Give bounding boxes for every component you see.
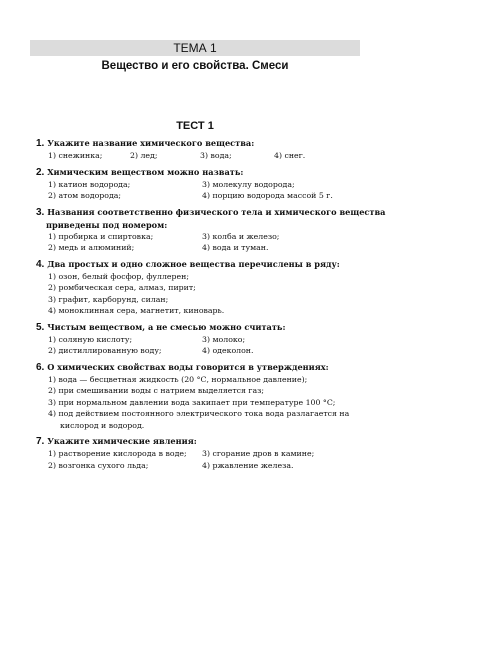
option-2: 2) ромбическая сера, алмаз, пирит; <box>48 283 196 292</box>
option-3: 3) вода; <box>200 151 232 160</box>
question-number: 1. <box>36 138 45 149</box>
topic-title: Вещество и его свойства. Смеси <box>101 60 289 72</box>
option-4: 4) одеколон. <box>202 346 254 355</box>
question-text: Химическим веществом можно назвать: <box>47 166 244 177</box>
option-2: 2) возгонка сухого льда; <box>48 460 149 470</box>
option-2: 2) лед; <box>130 151 158 160</box>
question-number: 5. <box>36 321 45 333</box>
option-4: 4) снег. <box>274 151 306 160</box>
question-number: 3. <box>36 206 45 218</box>
option-1: 1) катион водорода; <box>48 179 131 189</box>
topic-label: ТЕМА 1 <box>30 40 360 56</box>
question-3 <box>36 206 386 254</box>
question-text: Чистым веществом, а не смесью можно считать: <box>47 321 286 332</box>
options <box>36 374 376 432</box>
question-5 <box>36 321 376 357</box>
option-4: 4) моноклинная сера, магнетит, киноварь. <box>48 306 225 315</box>
option-4: 4) под действием постоянного электрического тока вода разлагается на кислород и водород. <box>48 409 350 430</box>
option-3: 3) сгорание дров в камине; <box>202 449 315 458</box>
question-text-continued: приведены под номером: <box>46 219 168 230</box>
question-text: Укажите химические явления: <box>47 436 197 446</box>
option-4: 4) ржавление железа. <box>202 460 294 470</box>
option-1: 1) пробирка и спиртовка; <box>48 231 154 241</box>
options <box>36 150 376 162</box>
question-number: 7. <box>36 436 45 447</box>
option-2: 2) медь и алюминий; <box>48 243 135 252</box>
option-3: 3) молоко; <box>202 334 246 344</box>
option-3: 3) при нормальном давлении вода закипает при температуре 100 °С; <box>48 397 336 407</box>
question-number: 4. <box>36 258 45 270</box>
option-1: 1) вода — бесцветная жидкость (20 °С, нормальное давление); <box>48 374 308 384</box>
question-number: 6. <box>36 361 45 373</box>
question-2 <box>36 166 376 202</box>
question-7 <box>36 435 376 471</box>
option-1: 1) соляную кислоту; <box>48 334 133 344</box>
question-4 <box>36 258 376 317</box>
option-3: 3) колба и железо; <box>202 231 280 241</box>
question-6 <box>36 361 376 432</box>
options <box>36 231 376 254</box>
question-text: Укажите название химического вещества: <box>47 138 255 148</box>
question-text: О химических свойствах воды говорится в утверждениях: <box>47 361 329 372</box>
option-2: 2) при смешивании воды с натрием выделяется газ; <box>48 386 265 395</box>
options <box>36 271 376 317</box>
option-1: 1) снежинка; <box>48 151 103 160</box>
option-1: 1) растворение кислорода в воде; <box>48 449 187 458</box>
option-2: 2) атом водорода; <box>48 191 122 200</box>
option-2: 2) дистиллированную воду; <box>48 346 162 355</box>
option-3: 3) молекулу водорода; <box>202 179 295 189</box>
option-4: 4) порцию водорода массой 5 г. <box>202 191 333 200</box>
question-1 <box>36 137 376 162</box>
options <box>36 448 376 471</box>
option-3: 3) графит, карборунд, силан; <box>48 294 169 304</box>
question-number: 2. <box>36 166 45 178</box>
question-text: Два простых и одно сложное вещества перечислены в ряду: <box>47 258 340 269</box>
option-1: 1) озон, белый фосфор, фуллерен; <box>48 271 189 281</box>
option-4: 4) вода и туман. <box>202 243 269 252</box>
test-title: ТЕСТ 1 <box>176 120 214 132</box>
options <box>36 179 376 202</box>
options <box>36 334 376 357</box>
question-text: Названия соответственно физического тела и химического вещества <box>47 206 386 217</box>
question-list <box>36 137 386 475</box>
